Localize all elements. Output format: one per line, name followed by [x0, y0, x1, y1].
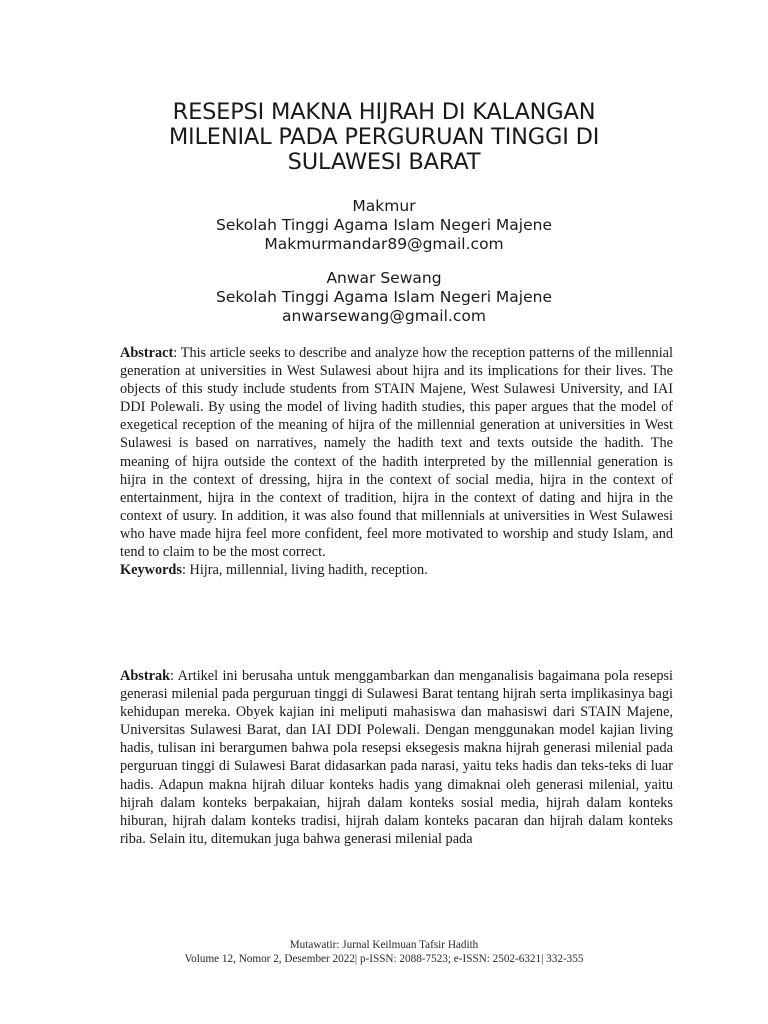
abstract-indonesian	[120, 667, 673, 848]
abstract-text: : This article seeks to describe and analyze how the reception patterns of the millennial generation at universities in West Sulawesi about hijra and its implications for their lives. The objects of this study include students from STAIN Majene, West Sulawesi University, and IAI DDI Polewali. By using the model of living hadith studies, this paper argues that the model of exegetical reception of the meaning of hijra of the millennial generation at universities in West Sulawesi is based on narratives, namely the hadith text and texts outside the hadith. The meaning of hijra outside the context of the hadith interpreted by the millennial generation is hijra in the context of dressing, hijra in the context of social media, hijra in the context of entertainment, hijra in the context of tradition, hijra in the context of dating and hijra in the context of usury. In addition, it was also found that millennials at universities in West Sulawesi who have made hijra feel more confident, feel more motivated to worship and study Islam, and tend to claim to be the most correct.	[120, 345, 673, 561]
author-name: Makmur	[352, 197, 416, 215]
author-affiliation: Sekolah Tinggi Agama Islam Negeri Majene	[216, 216, 552, 234]
title-line-3: SULAWESI BARAT	[287, 149, 481, 175]
abstrak-text: : Artikel ini berusaha untuk menggambarkan dan menganalisis bagaimana pola resepsi generasi milenial pada perguruan tinggi di Sulawesi Barat tentang hijrah serta implikasinya bagi kehidupan mereka. Obyek kajian ini meliputi mahasiswa dan mahasiswi dari STAIN Majene, Universitas Sulawesi Barat, dan IAI DDI Polewali. Dengan menggunakan model kajian living hadis, tulisan ini berargumen bahwa pola resepsi eksegesis makna hijrah generasi milenial pada perguruan tinggi di Sulawesi Barat didasarkan pada narasi, yaitu teks hadis dan teks-teks di luar hadis. Adapun makna hijrah diluar konteks hadis yang dimaknai oleh generasi milenial, yaitu hijrah dalam konteks berpakaian, hijrah dalam konteks sosial media, hijrah dalam konteks hiburan, hijrah dalam konteks tradisi, hijrah dalam konteks pacaran dan hijrah dalam konteks riba. Selain itu, ditemukan juga bahwa generasi milenial pada	[120, 668, 673, 847]
footer-journal: Mutawatir: Jurnal Keilmuan Tafsir Hadith	[289, 939, 479, 951]
keywords-text: : Hijra, millennial, living hadith, reception.	[181, 562, 428, 579]
abstrak-paragraph	[120, 667, 673, 848]
keywords-label: Keywords	[120, 562, 182, 579]
author-name: Anwar Sewang	[326, 269, 442, 287]
paper-title	[100, 100, 668, 175]
title-line-2: MILENIAL PADA PERGURUAN TINGGI DI	[168, 124, 600, 150]
title-line-1: RESEPSI MAKNA HIJRAH DI KALANGAN	[172, 99, 596, 125]
footer-volume: Volume 12, Nomor 2, Desember 2022| p-ISSN: 2088-7523; e-ISSN: 2502-6321| 332-355	[184, 953, 584, 965]
author-block-2	[150, 269, 618, 326]
keywords-line	[120, 561, 673, 579]
author-email: anwarsewang@gmail.com	[282, 307, 486, 325]
author-block-1	[150, 197, 618, 254]
abstract-label: Abstract	[120, 345, 174, 361]
abstract-paragraph	[120, 344, 673, 561]
author-affiliation: Sekolah Tinggi Agama Islam Negeri Majene	[216, 288, 552, 306]
author-email: Makmurmandar89@gmail.com	[264, 235, 504, 253]
abstract-english	[120, 344, 673, 579]
abstrak-label: Abstrak	[120, 668, 171, 684]
